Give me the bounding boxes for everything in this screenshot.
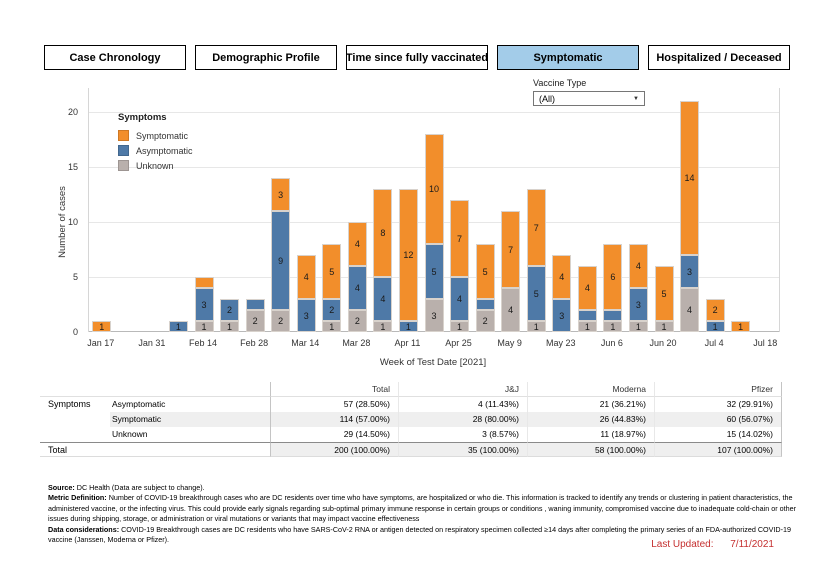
bar-segment-asymptomatic-apr-25[interactable]: 4 [450,277,469,321]
bar-segment-symptomatic-jun-13[interactable]: 4 [629,244,648,288]
bar-segment-unknown-may-30[interactable]: 1 [578,321,597,332]
table-cell: 11 (18.97%) [527,427,654,442]
bar-segment-symptomatic-mar-21[interactable]: 5 [322,244,341,299]
bar-segment-asymptomatic-jul-4[interactable]: 1 [706,321,725,332]
bar-segment-symptomatic-apr-4[interactable]: 8 [373,189,392,277]
table-cell: 28 (80.00%) [398,412,527,427]
bar-segment-unknown-apr-4[interactable]: 1 [373,321,392,332]
bar-segment-asymptomatic-feb-28[interactable] [246,299,265,310]
bar-segment-symptomatic-apr-11[interactable]: 12 [399,189,418,321]
row-group-spacer [40,427,110,442]
bar-segment-symptomatic-jun-27[interactable]: 14 [680,101,699,255]
y-axis-ticks [56,88,82,337]
total-cell: 107 (100.00%) [654,442,782,457]
legend-swatch-icon [118,160,129,171]
tab-hospitalized-deceased[interactable]: Hospitalized / Deceased [648,45,790,70]
data-considerations-text: COVID-19 Breakthrough cases are DC residents who have SARS-CoV-2 RNA or antigen detected on respiratory specimen collected ≥14 days after completing the primary series of an FDA-authorized COVID-19 vaccine (Janssen, Moderna or Pfizer). [48,524,791,545]
legend-swatch-icon [118,145,129,156]
source-note-lead: Source: [48,483,75,492]
x-tick-label: Jan 17 [87,338,115,348]
bar-segment-unknown-jun-6[interactable]: 1 [603,321,622,332]
bar-segment-unknown-apr-18[interactable]: 3 [425,299,444,332]
bar-segment-symptomatic-mar-28[interactable]: 4 [348,222,367,266]
bar-segment-asymptomatic-jun-13[interactable]: 3 [629,288,648,321]
tab-demographic-profile[interactable]: Demographic Profile [195,45,337,70]
bar-segment-symptomatic-may-30[interactable]: 4 [578,266,597,310]
bar-segment-asymptomatic-mar-14[interactable]: 3 [297,299,316,332]
bar-segment-unknown-mar-7[interactable]: 2 [271,310,290,332]
bar-segment-symptomatic-jul-11[interactable]: 1 [731,321,750,332]
x-tick-label: Jun 6 [600,338,623,348]
row-group-label: Symptoms [48,399,91,409]
metric-definition-text: Number of COVID-19 breakthrough cases who are DC residents over time who have symptoms, are hospitalized or who die. This information is tracked to identify any trends or clustering in patient characteristics, the administered vaccine, or the infecting virus. This could provide early signals regarding sub-optimal primary immune response in certain groups or conditions , waning immunity, compromised vaccine due to inadequate cold-chain or other issues during shipping, storage, or administration or viral mutations or variants that may impact vaccine effectiveness [48,493,797,524]
x-tick-label: Jul 18 [753,338,778,348]
data-considerations-lead: Data considerations: [48,524,120,534]
legend-swatch-icon [118,130,129,141]
x-axis-title: Week of Test Date [2021] [379,357,487,368]
x-tick-label: May 23 [546,338,576,348]
legend-items [118,128,193,173]
table-cell: 114 (57.00%) [270,412,398,427]
bar-segment-asymptomatic-apr-18[interactable]: 5 [425,244,444,299]
bar-segment-unknown-feb-14[interactable]: 1 [195,321,214,332]
legend-label: Symptomatic [136,130,189,141]
total-cell: 35 (100.00%) [398,442,527,457]
row-label-symptomatic: Symptomatic [110,412,270,427]
bar-segment-symptomatic-mar-7[interactable]: 3 [271,178,290,211]
bar-segment-unknown-jun-13[interactable]: 1 [629,321,648,332]
table-cell: 3 (8.57%) [398,427,527,442]
column-header-total: Total [270,382,398,397]
vaccine-type-value: (All) [539,93,555,104]
bar-segment-asymptomatic-jun-27[interactable]: 3 [680,255,699,288]
bar-segment-unknown-jun-27[interactable]: 4 [680,288,699,332]
table-cell: 29 (14.50%) [270,427,398,442]
total-row-label: Total [40,442,270,457]
y-axis-title: Number of cases [57,186,68,258]
bar-segment-symptomatic-may-9[interactable]: 7 [501,211,520,288]
last-updated [651,539,774,550]
table-cell: 26 (44.83%) [527,412,654,427]
bar-segment-unknown-feb-21[interactable]: 1 [220,321,239,332]
bar-segment-unknown-mar-21[interactable]: 1 [322,321,341,332]
row-label-unknown: Unknown [112,429,148,439]
x-tick-label: Mar 14 [291,338,320,348]
bar-segment-asymptomatic-feb-7[interactable]: 1 [169,321,188,332]
metric-definition-note [48,493,796,524]
bar-segment-symptomatic-jun-6[interactable]: 6 [603,244,622,310]
y-tick-label: 0 [72,327,78,337]
source-note-text: DC Health (Data are subject to change). [74,483,205,492]
bar-segment-asymptomatic-mar-21[interactable]: 2 [322,299,341,321]
table-cell: 57 (28.50%) [270,397,398,412]
bar-segment-asymptomatic-mar-7[interactable]: 9 [271,211,290,310]
footnotes [48,483,796,545]
bar-segment-symptomatic-jul-4[interactable]: 2 [706,299,725,321]
table-corner [40,382,110,397]
x-tick-label: Feb 14 [188,338,218,348]
x-tick-label: Jan 31 [138,338,166,348]
bar-segment-asymptomatic-may-2[interactable] [476,299,495,310]
bar-segment-unknown-may-9[interactable]: 4 [501,288,520,332]
row-label-asymptomatic: Asymptomatic [112,399,166,409]
row-group-spacer [40,412,110,427]
bar-segment-asymptomatic-may-16[interactable]: 5 [527,266,546,321]
legend-title: Symptoms [118,112,167,123]
x-tick-label: Apr 25 [445,338,472,348]
x-tick-label: Feb 28 [240,338,269,348]
source-note [48,483,796,493]
bar-segment-symptomatic-may-23[interactable]: 4 [552,255,571,299]
bar-segment-symptomatic-feb-14[interactable] [195,277,214,288]
bar-segment-symptomatic-apr-18[interactable]: 10 [425,134,444,244]
table-cell: 15 (14.02%) [654,427,782,442]
bar-segment-asymptomatic-jun-6[interactable] [603,310,622,321]
y-tick-label: 5 [72,272,78,282]
x-tick-label: Apr 11 [394,338,421,348]
legend-item-asymptomatic[interactable] [118,143,193,158]
vaccine-type-label: Vaccine Type [533,78,587,88]
metric-definition-lead: Metric Definition: [48,493,107,503]
tab-bar [44,45,790,70]
last-updated-value: 7/11/2021 [730,539,774,550]
bar-segment-asymptomatic-may-23[interactable]: 3 [552,299,571,332]
legend-label: Unknown [136,160,174,171]
table-cell: 4 (11.43%) [398,397,527,412]
x-tick-label: Jul 4 [704,338,724,348]
legend-item-symptomatic[interactable] [118,128,193,143]
bar-segment-unknown-mar-28[interactable]: 2 [348,310,367,332]
tab-time-since-fully-vaccinated[interactable]: Time since fully vaccinated [346,45,488,70]
bar-segment-unknown-jun-20[interactable]: 1 [655,321,674,332]
bar-segment-unknown-feb-28[interactable]: 2 [246,310,265,332]
chevron-down-icon: ▼ [633,95,639,102]
bar-segment-unknown-may-2[interactable]: 2 [476,310,495,332]
table-corner [110,382,270,397]
bar-segment-asymptomatic-apr-11[interactable]: 1 [399,321,418,332]
y-tick-label: 15 [67,162,78,172]
x-tick-label: May 9 [497,338,522,348]
bar-segment-asymptomatic-mar-28[interactable]: 4 [348,266,367,310]
bar-segment-asymptomatic-feb-14[interactable]: 3 [195,288,214,321]
column-header-j-j: J&J [398,382,527,397]
bar-segment-symptomatic-may-2[interactable]: 5 [476,244,495,299]
bar-segment-unknown-apr-25[interactable]: 1 [450,321,469,332]
vaccine-type-dropdown[interactable] [533,91,645,106]
bar-segment-symptomatic-apr-25[interactable]: 7 [450,200,469,277]
bar-segment-asymptomatic-may-30[interactable] [578,310,597,321]
tab-case-chronology[interactable]: Case Chronology [44,45,186,70]
y-tick-label: 10 [67,217,78,227]
x-axis-ticks [88,338,778,350]
x-tick-label: Jun 20 [649,338,677,348]
legend-label: Asymptomatic [136,145,193,156]
table-cell: 21 (36.21%) [527,397,654,412]
legend-item-unknown[interactable] [118,158,193,173]
summary-table [40,382,782,457]
legend [118,112,193,173]
bar-segment-asymptomatic-feb-21[interactable]: 2 [220,299,239,321]
bar-segment-symptomatic-may-16[interactable]: 7 [527,189,546,266]
last-updated-label: Last Updated: [651,539,714,550]
tab-symptomatic[interactable]: Symptomatic [497,45,639,70]
table-cell: 60 (56.07%) [654,412,782,427]
column-header-moderna: Moderna [527,382,654,397]
column-header-pfizer: Pfizer [654,382,782,397]
bar-segment-symptomatic-mar-14[interactable]: 4 [297,255,316,299]
bar-segment-asymptomatic-apr-4[interactable]: 4 [373,277,392,321]
x-tick-label: Mar 28 [342,338,371,348]
total-cell: 200 (100.00%) [270,442,398,457]
y-tick-label: 20 [67,107,78,117]
bar-segment-unknown-may-16[interactable]: 1 [527,321,546,332]
bar-segment-symptomatic-jan-17[interactable]: 1 [92,321,111,332]
total-cell: 58 (100.00%) [527,442,654,457]
table-cell: 32 (29.91%) [654,397,782,412]
bar-segment-symptomatic-jun-20[interactable]: 5 [655,266,674,321]
